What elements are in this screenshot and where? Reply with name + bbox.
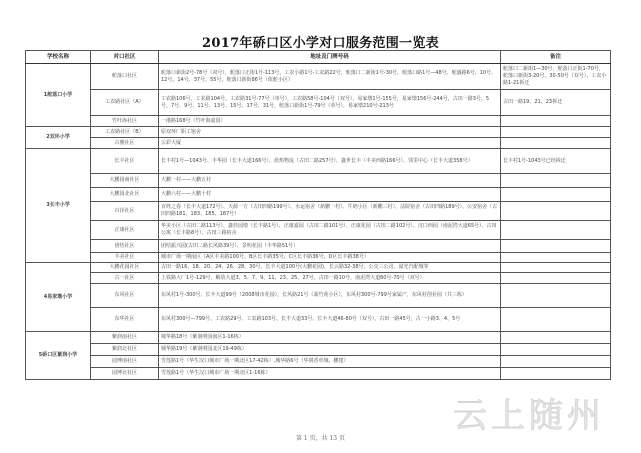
address-cell: 长丰村1号—1043号、丰华园（长丰大道166号）、蓝焰物流（古田二路257号）、鑫世长丰（丰美西路166号）、邻里中心（长丰大道358号） (159, 149, 501, 174)
school-name: 2双环小学 (26, 127, 91, 149)
community-name: 丰美社区 (91, 253, 159, 263)
note-cell (501, 138, 611, 149)
table-row (26, 356, 611, 368)
note-cell: 舵落口二新街1—30号，舵落口正街1-70号，舵落口新街3-20号，30-50号（双号），工农小路1-21拆迁 (501, 64, 611, 90)
address-cell: 舵落口新街2号-78号（双号），舵落口正街1号-113号，工农小路1号-工农路22号，舵落口二新街1号-30号，舵落口路1号—48号，舵盛路6号、10号、12号、14号、37号、55号，舵落口新街86号（依舵小区） (159, 64, 501, 90)
address-cell: 工农路106号，工农路104号，工农路31号-77号（单号），工农路58号-104号（双号），易家墩1号-155号，易家墩156号-244号，古田一路3号、5号、7号、9号、11号、13号、15号、17号、31号，舵落口新街1号-79号（单号），易家墩210号-213号 (159, 90, 501, 116)
community-name: 百泽社区 (91, 202, 159, 221)
address-cell: 华美小区（古田二路113号）、鑫佳园墩（长丰路1号）、正康嘉园（古田二路101号）、正康花园（古田二路102号）、汉口西园（南泥湾大道65号）、古田公寓（长丰路8号）、古田三路宿舍 (159, 221, 501, 240)
address-cell: 上铁路大厂1号-129号，解放大道3、5、7、9、11、23、25、27号，古田一路10号，南泥湾大道60号-70号（双号） (159, 273, 501, 284)
note-cell: 古田一路19、21、23拆迁 (501, 90, 611, 116)
note-cell (501, 344, 611, 356)
note-cell (501, 202, 611, 221)
table-row (26, 253, 611, 263)
note-cell (501, 368, 611, 380)
note-cell (501, 263, 611, 273)
community-name: 大鹏园北社区 (91, 188, 159, 202)
service-table-wrapper (25, 50, 610, 380)
address-cell: 大鹏一村——大鹏五村 (159, 174, 501, 188)
note-cell (501, 253, 611, 263)
school-name: 1舵落口小学 (26, 64, 91, 127)
address-cell: 云彩大厦 (159, 138, 501, 149)
table-row (26, 116, 611, 127)
community-name: 舵落口社区 (91, 64, 159, 90)
page-footer: 第 1 页，共 13 页 (295, 435, 346, 442)
note-cell (501, 284, 611, 308)
community-name: 大鹏花园社区 (91, 263, 159, 273)
header-school: 学校名称 (26, 51, 91, 64)
table-row (26, 64, 611, 90)
community-name: 紫润南社区 (91, 332, 159, 344)
community-name: 园博南社区 (91, 356, 159, 368)
note-cell (501, 127, 611, 138)
table-row (26, 174, 611, 188)
note-cell (501, 188, 611, 202)
community-name: 紫润北社区 (91, 344, 159, 356)
community-name: 东风社区 (91, 284, 159, 308)
community-name: 东华社区 (91, 308, 159, 332)
address-cell: 雪莲路1号（华生汉口城市广场一期北区17-42栋）,城华路6号（华润香草城、鹏建） (159, 356, 501, 368)
table-row (26, 368, 611, 380)
table-row (26, 308, 611, 332)
table-row (26, 221, 611, 240)
note-cell (501, 273, 611, 284)
community-name: 古一社区 (91, 273, 159, 284)
address-cell: 东风村1号-300号、长丰大道99号（2008城市花园），长风路21号（翡竹苑小区），东风村300号-799号家属产，东风村创业园（共三栋） (159, 284, 501, 308)
community-name: 团结社区 (91, 240, 159, 253)
note-cell (501, 240, 611, 253)
community-name: 竹叶海社区 (91, 116, 159, 127)
table-row (26, 127, 611, 138)
community-name: 工农路社区（A） (91, 90, 159, 116)
community-name: 大鹏园南社区 (91, 174, 159, 188)
school-name: 3长丰小学 (26, 149, 91, 263)
note-cell (501, 221, 611, 240)
service-range-table (25, 50, 611, 380)
address-cell: 城市广场一期南区（A区丰美路100号、B区长丰路35号、C区长丰路36号、D区长丰路38号） (159, 253, 501, 263)
address-cell: 城华路19号（紫润明园北区19-49栋） (159, 344, 501, 356)
table-row (26, 240, 611, 253)
school-name: 5硚口区紫润小学 (26, 332, 91, 380)
table-row (26, 263, 611, 273)
table-row (26, 138, 611, 149)
header-address: 地址及门牌号码 (159, 51, 501, 64)
address-cell: 大鹏六村——大鹏十村 (159, 188, 501, 202)
table-row (26, 149, 611, 174)
table-row (26, 90, 611, 116)
community-name: 正康社区 (91, 221, 159, 240)
address-cell: 古田一路16、18、20、24、26、28、30号，长丰大道100号(大鹏花园)，长云路32-38号，公交三公司，溢光汽配城等 (159, 263, 501, 273)
table-row (26, 284, 611, 308)
address-cell: 一港路168号（竹叶海嘉园） (159, 116, 501, 127)
address-cell: 团结振兴园(古田二路长风路39号）、景明花园（丰华路51号） (159, 240, 501, 253)
note-cell (501, 174, 611, 188)
header-row (26, 51, 611, 64)
table-row (26, 344, 611, 356)
note-cell (501, 332, 611, 344)
table-row (26, 273, 611, 284)
note-cell (501, 116, 611, 127)
table-row (26, 332, 611, 344)
note-cell: 长丰村1号-1043号已经拆迁 (501, 149, 611, 174)
address-cell: 城华路18号（紫润明园南区1-16栋） (159, 332, 501, 344)
school-name: 4易家墩小学 (26, 263, 91, 332)
table-row (26, 188, 611, 202)
table-row (26, 202, 611, 221)
address-cell: 雪莲路1号（华生汉口城市广场一期北区1-16栋） (159, 368, 501, 380)
community-name: 工农路社区（B） (91, 127, 159, 138)
note-cell (501, 356, 611, 368)
address-cell: 东风村300号—799号、工农路29号、工农路103号、长丰大道33号、长丰大道46-80号（双号），古田一路45号，古一小路3、4、5号 (159, 308, 501, 332)
address-cell: 百姓之春（长丰大道172号）、天源一方（古田四路199号）、水运宿舍（新鹏一村）、牛奶小区（新鹏三村）、法院宿舍（古田四路189号）、公安宿舍（古田四路181、183、185、187号） (159, 202, 501, 221)
community-name: 古雅社区 (91, 138, 159, 149)
address-cell: 原双环厂职工宿舍 (159, 127, 501, 138)
community-name: 长丰社区 (91, 149, 159, 174)
community-name: 园博北社区 (91, 368, 159, 380)
note-cell (501, 308, 611, 332)
watermark: 云上随州 (453, 396, 605, 436)
document-title: 2017年硚口区小学对口服务范围一览表 (202, 36, 439, 51)
header-note: 备注 (501, 51, 611, 64)
header-community: 对口社区 (91, 51, 159, 64)
